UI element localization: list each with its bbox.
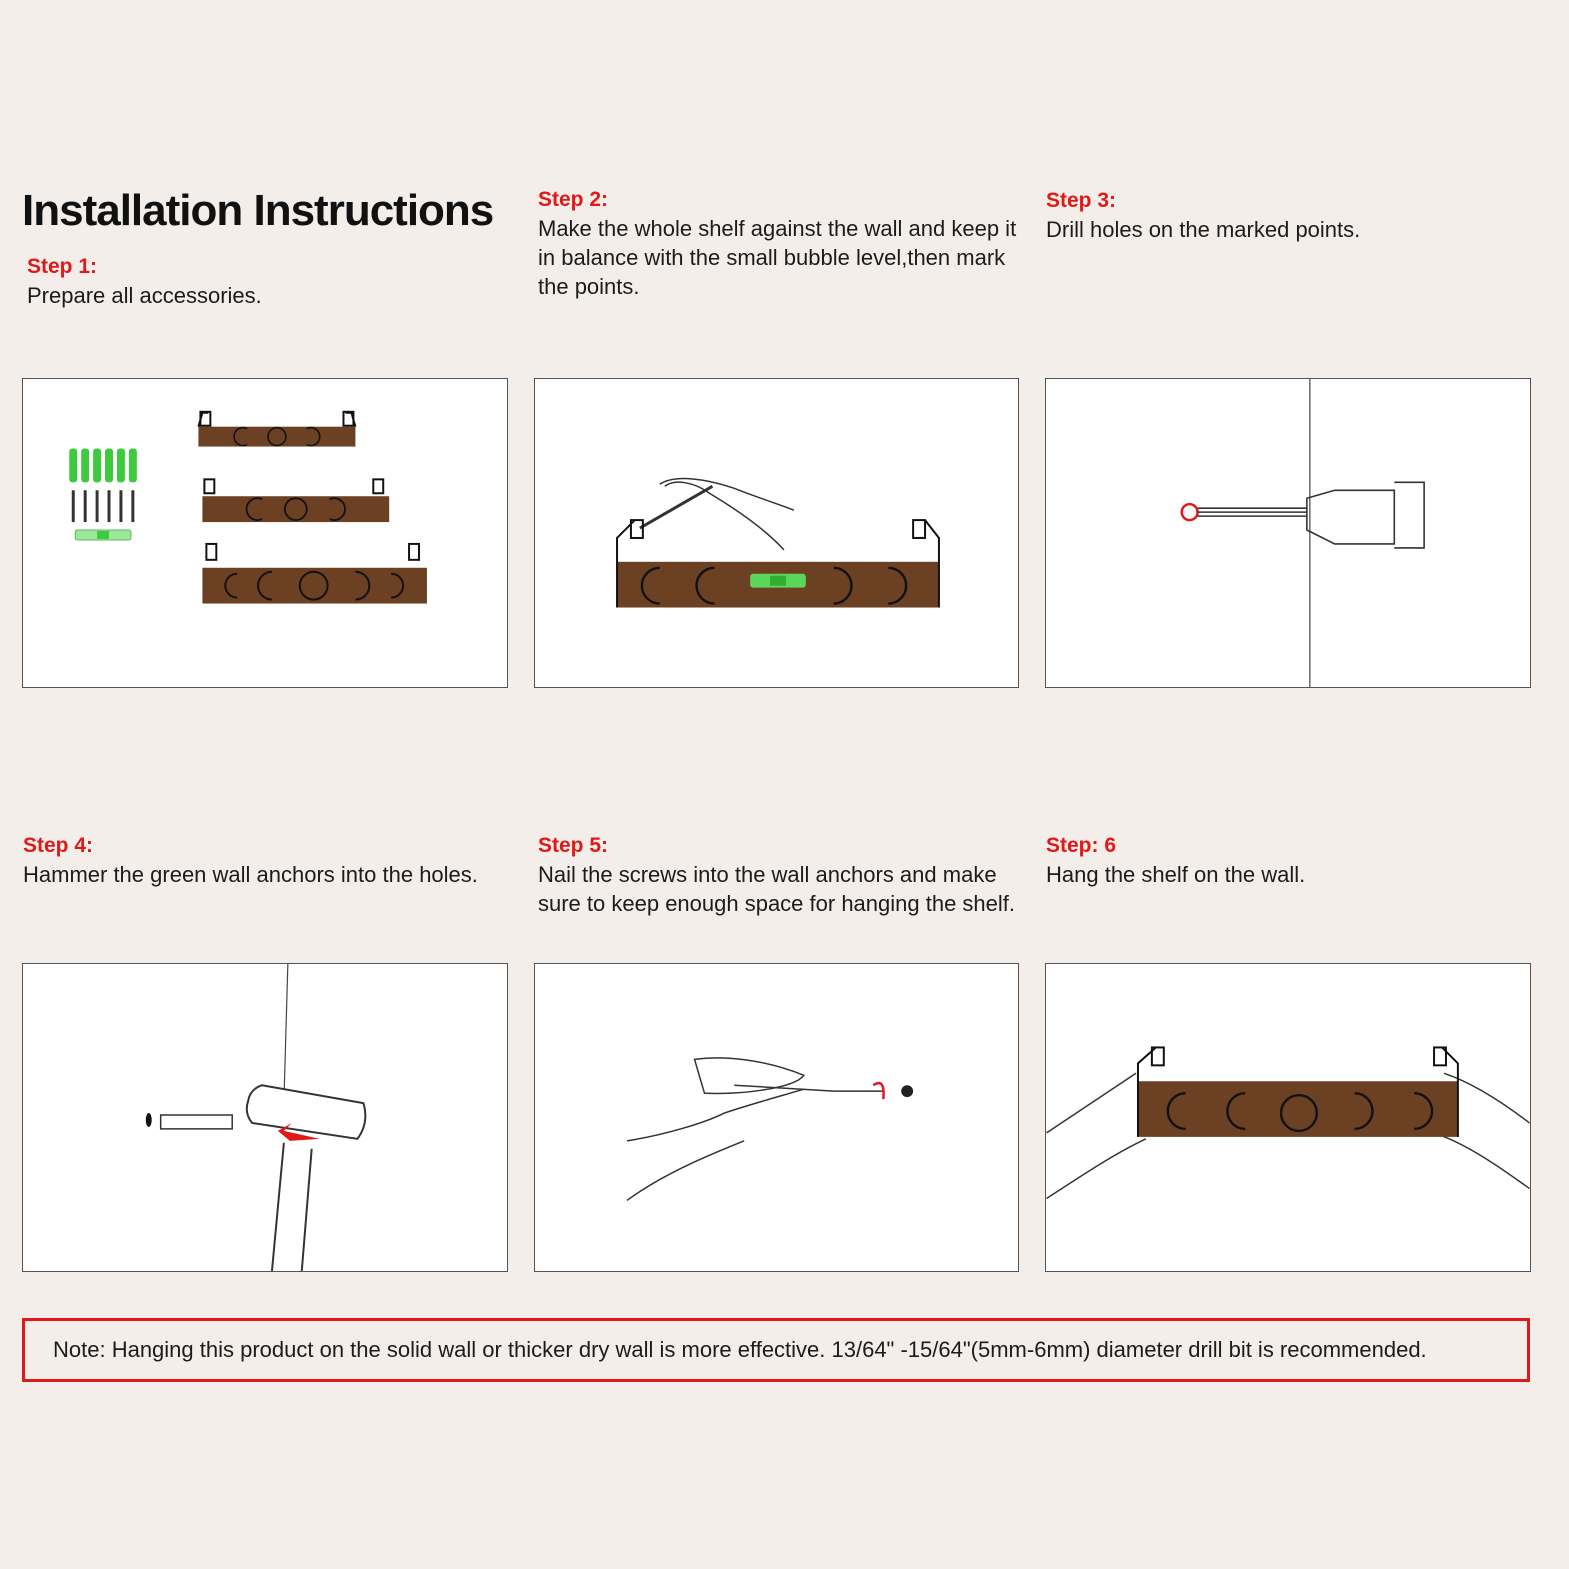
drilling-illustration [1046, 379, 1530, 687]
step-3-text [1046, 186, 1526, 244]
step-1-description: Prepare all accessories. [27, 283, 262, 308]
drill-icon [1182, 482, 1424, 548]
step-1-label: Step 1: [27, 255, 98, 278]
anchor-icon [161, 1115, 233, 1129]
screws-icon [73, 490, 133, 522]
step-2-text [538, 185, 1023, 301]
step-4-label: Step 4: [23, 834, 94, 857]
step-1-illustration [22, 378, 508, 688]
step-4-illustration [22, 963, 508, 1272]
wall-edge [284, 964, 288, 1103]
step-5-label: Step 5: [538, 834, 609, 857]
shelf-medium-icon [202, 479, 389, 522]
bubble-level-icon [750, 574, 806, 588]
hanging-illustration [1046, 964, 1530, 1271]
hand-with-pencil-icon [640, 479, 794, 550]
step-1-text [27, 252, 497, 310]
step-6-label: Step: 6 [1046, 834, 1117, 857]
hammer-icon [247, 1085, 366, 1271]
step-3-label: Step 3: [1046, 189, 1117, 212]
step-6-illustration [1045, 963, 1531, 1272]
step-5-illustration [534, 963, 1019, 1272]
step-6-text [1046, 831, 1526, 889]
shelf-on-wall-icon [617, 520, 939, 607]
bubble-level-icon [75, 530, 131, 540]
hand-with-screwdriver-icon [627, 1058, 883, 1201]
step-2-description: Make the whole shelf against the wall and keep it in balance with the small bubble level,then mark the points. [538, 216, 1017, 299]
marking-illustration [535, 379, 1018, 687]
shelf-large-icon [202, 544, 427, 604]
accessories-illustration [23, 379, 507, 687]
step-6-description: Hang the shelf on the wall. [1046, 862, 1306, 887]
hole-icon [146, 1113, 152, 1127]
note-box [22, 1318, 1530, 1382]
wall-anchor-hole-icon [901, 1085, 913, 1097]
wall-anchors-icon [69, 449, 137, 483]
step-2-label: Step 2: [538, 188, 609, 211]
step-4-text [23, 831, 503, 889]
step-2-illustration [534, 378, 1019, 688]
step-4-description: Hammer the green wall anchors into the holes. [23, 862, 478, 887]
shelf-small-icon [198, 412, 355, 447]
step-5-description: Nail the screws into the wall anchors and make sure to keep enough space for hanging the shelf. [538, 862, 1016, 916]
step-3-description: Drill holes on the marked points. [1046, 217, 1361, 242]
step-5-text [538, 831, 1023, 918]
page-title: Installation Instructions [22, 186, 494, 235]
note-text: Note: Hanging this product on the solid wall or thicker dry wall is more effective. 13/64" -15/64"(5mm-6mm) diameter drill bit is recommended. [53, 1337, 1427, 1362]
screwing-illustration [535, 964, 1018, 1271]
step-3-illustration [1045, 378, 1531, 688]
hammering-illustration [23, 964, 507, 1271]
shelf-icon [1138, 1047, 1458, 1136]
